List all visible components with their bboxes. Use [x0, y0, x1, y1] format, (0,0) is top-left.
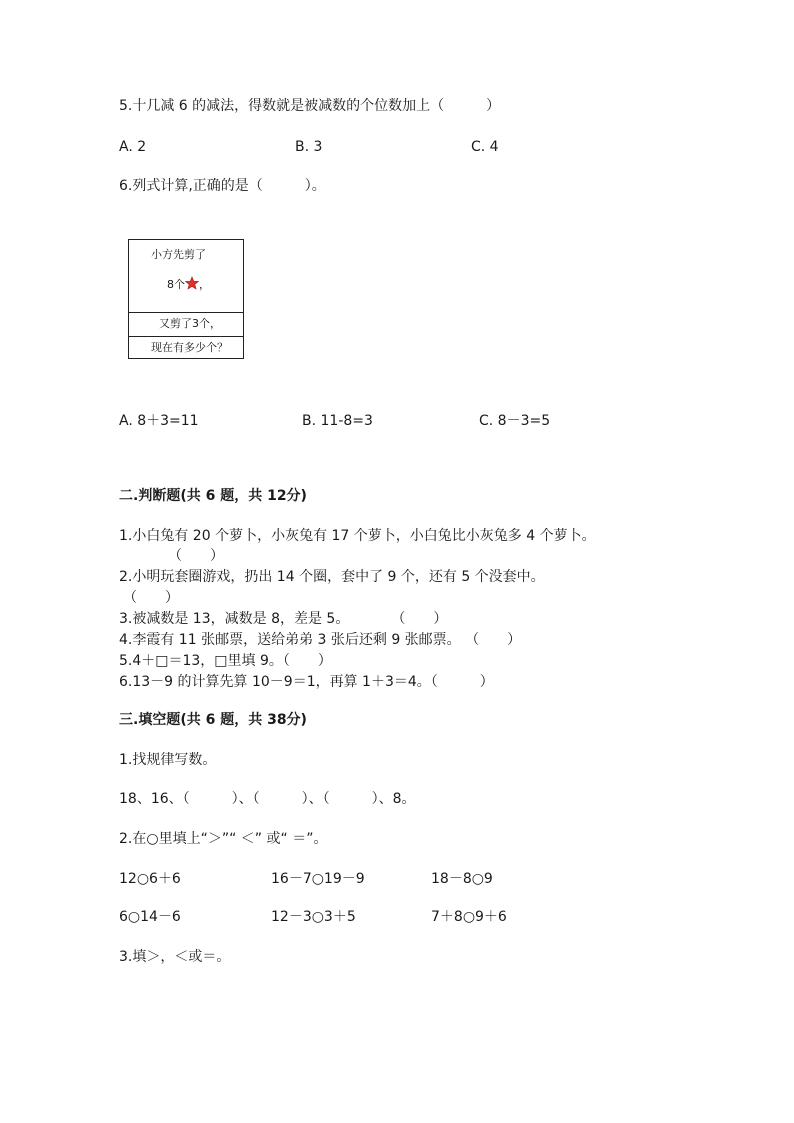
- star-icon: [185, 276, 199, 294]
- q5-option-b: B. 3: [295, 139, 323, 155]
- fill-q2-stem: 2.在○里填上“＞”“ ＜” 或“ ＝”。: [119, 831, 328, 847]
- q6-option-c: C. 8－3=5: [479, 413, 551, 429]
- section2-title: 二.判断题(共 6 题，共 12分): [119, 488, 307, 504]
- q6-figure-line4: 现在有多少个？: [151, 341, 228, 354]
- compare-r2-c2: 12－3○3＋5: [271, 909, 356, 925]
- judge-item-6: 6.13－9 的计算先算 10－9＝1，再算 1＋3＝4。（ ）: [119, 674, 494, 690]
- compare-r1-c3: 18－8○9: [431, 871, 493, 887]
- q6-figure-divider-1: [129, 312, 243, 313]
- fill-q3-stem: 3.填＞，＜或＝。: [119, 949, 231, 965]
- q6-figure-divider-2: [129, 336, 243, 337]
- compare-r2-c3: 7＋8○9＋6: [431, 909, 507, 925]
- judge-item-3: 3.被减数是 13，减数是 8，差是 5。 （ ）: [119, 611, 448, 627]
- fill-q1-sequence: 18、16、（ ）、（ ）、（ ）、8。: [119, 791, 416, 807]
- judge-item-5: 5.4＋□＝13，□里填 9。（ ）: [119, 653, 332, 669]
- section3-title: 三.填空题(共 6 题，共 38分): [119, 712, 307, 728]
- judge-item-2: 2.小明玩套圈游戏，扔出 14 个圈，套中了 9 个，还有 5 个没套中。: [119, 569, 545, 585]
- compare-r1-c2: 16－7○19－9: [271, 871, 365, 887]
- judge-item-1-bracket: （ ）: [168, 548, 224, 564]
- q6-figure-line1: 小方先剪了: [151, 248, 206, 261]
- q6-option-b: B. 11-8=3: [302, 413, 373, 429]
- q5-stem: 5.十几减 6 的减法，得数就是被减数的个位数加上（ ）: [119, 98, 501, 114]
- fill-q1-stem: 1.找规律写数。: [119, 752, 217, 768]
- judge-item-1: 1.小白兔有 20 个萝卜，小灰兔有 17 个萝卜，小白兔比小灰兔多 4 个萝卜。: [119, 528, 596, 544]
- q6-stem: 6.列式计算,正确的是（ ）。: [119, 178, 326, 194]
- compare-r2-c1: 6○14－6: [119, 909, 181, 925]
- q6-figure-line3: 又剪了3个，: [159, 317, 221, 330]
- q5-option-c: C. 4: [471, 139, 499, 155]
- q5-option-a: A. 2: [119, 139, 147, 155]
- compare-r1-c1: 12○6＋6: [119, 871, 181, 887]
- judge-item-2-bracket: （ ）: [123, 590, 179, 606]
- judge-item-4: 4.李霞有 11 张邮票，送给弟弟 3 张后还剩 9 张邮票。 （ ）: [119, 632, 522, 648]
- q6-figure-box: [128, 239, 244, 359]
- q6-figure-line2: 8个 ，: [167, 276, 210, 294]
- q6-option-a: A. 8＋3=11: [119, 413, 199, 429]
